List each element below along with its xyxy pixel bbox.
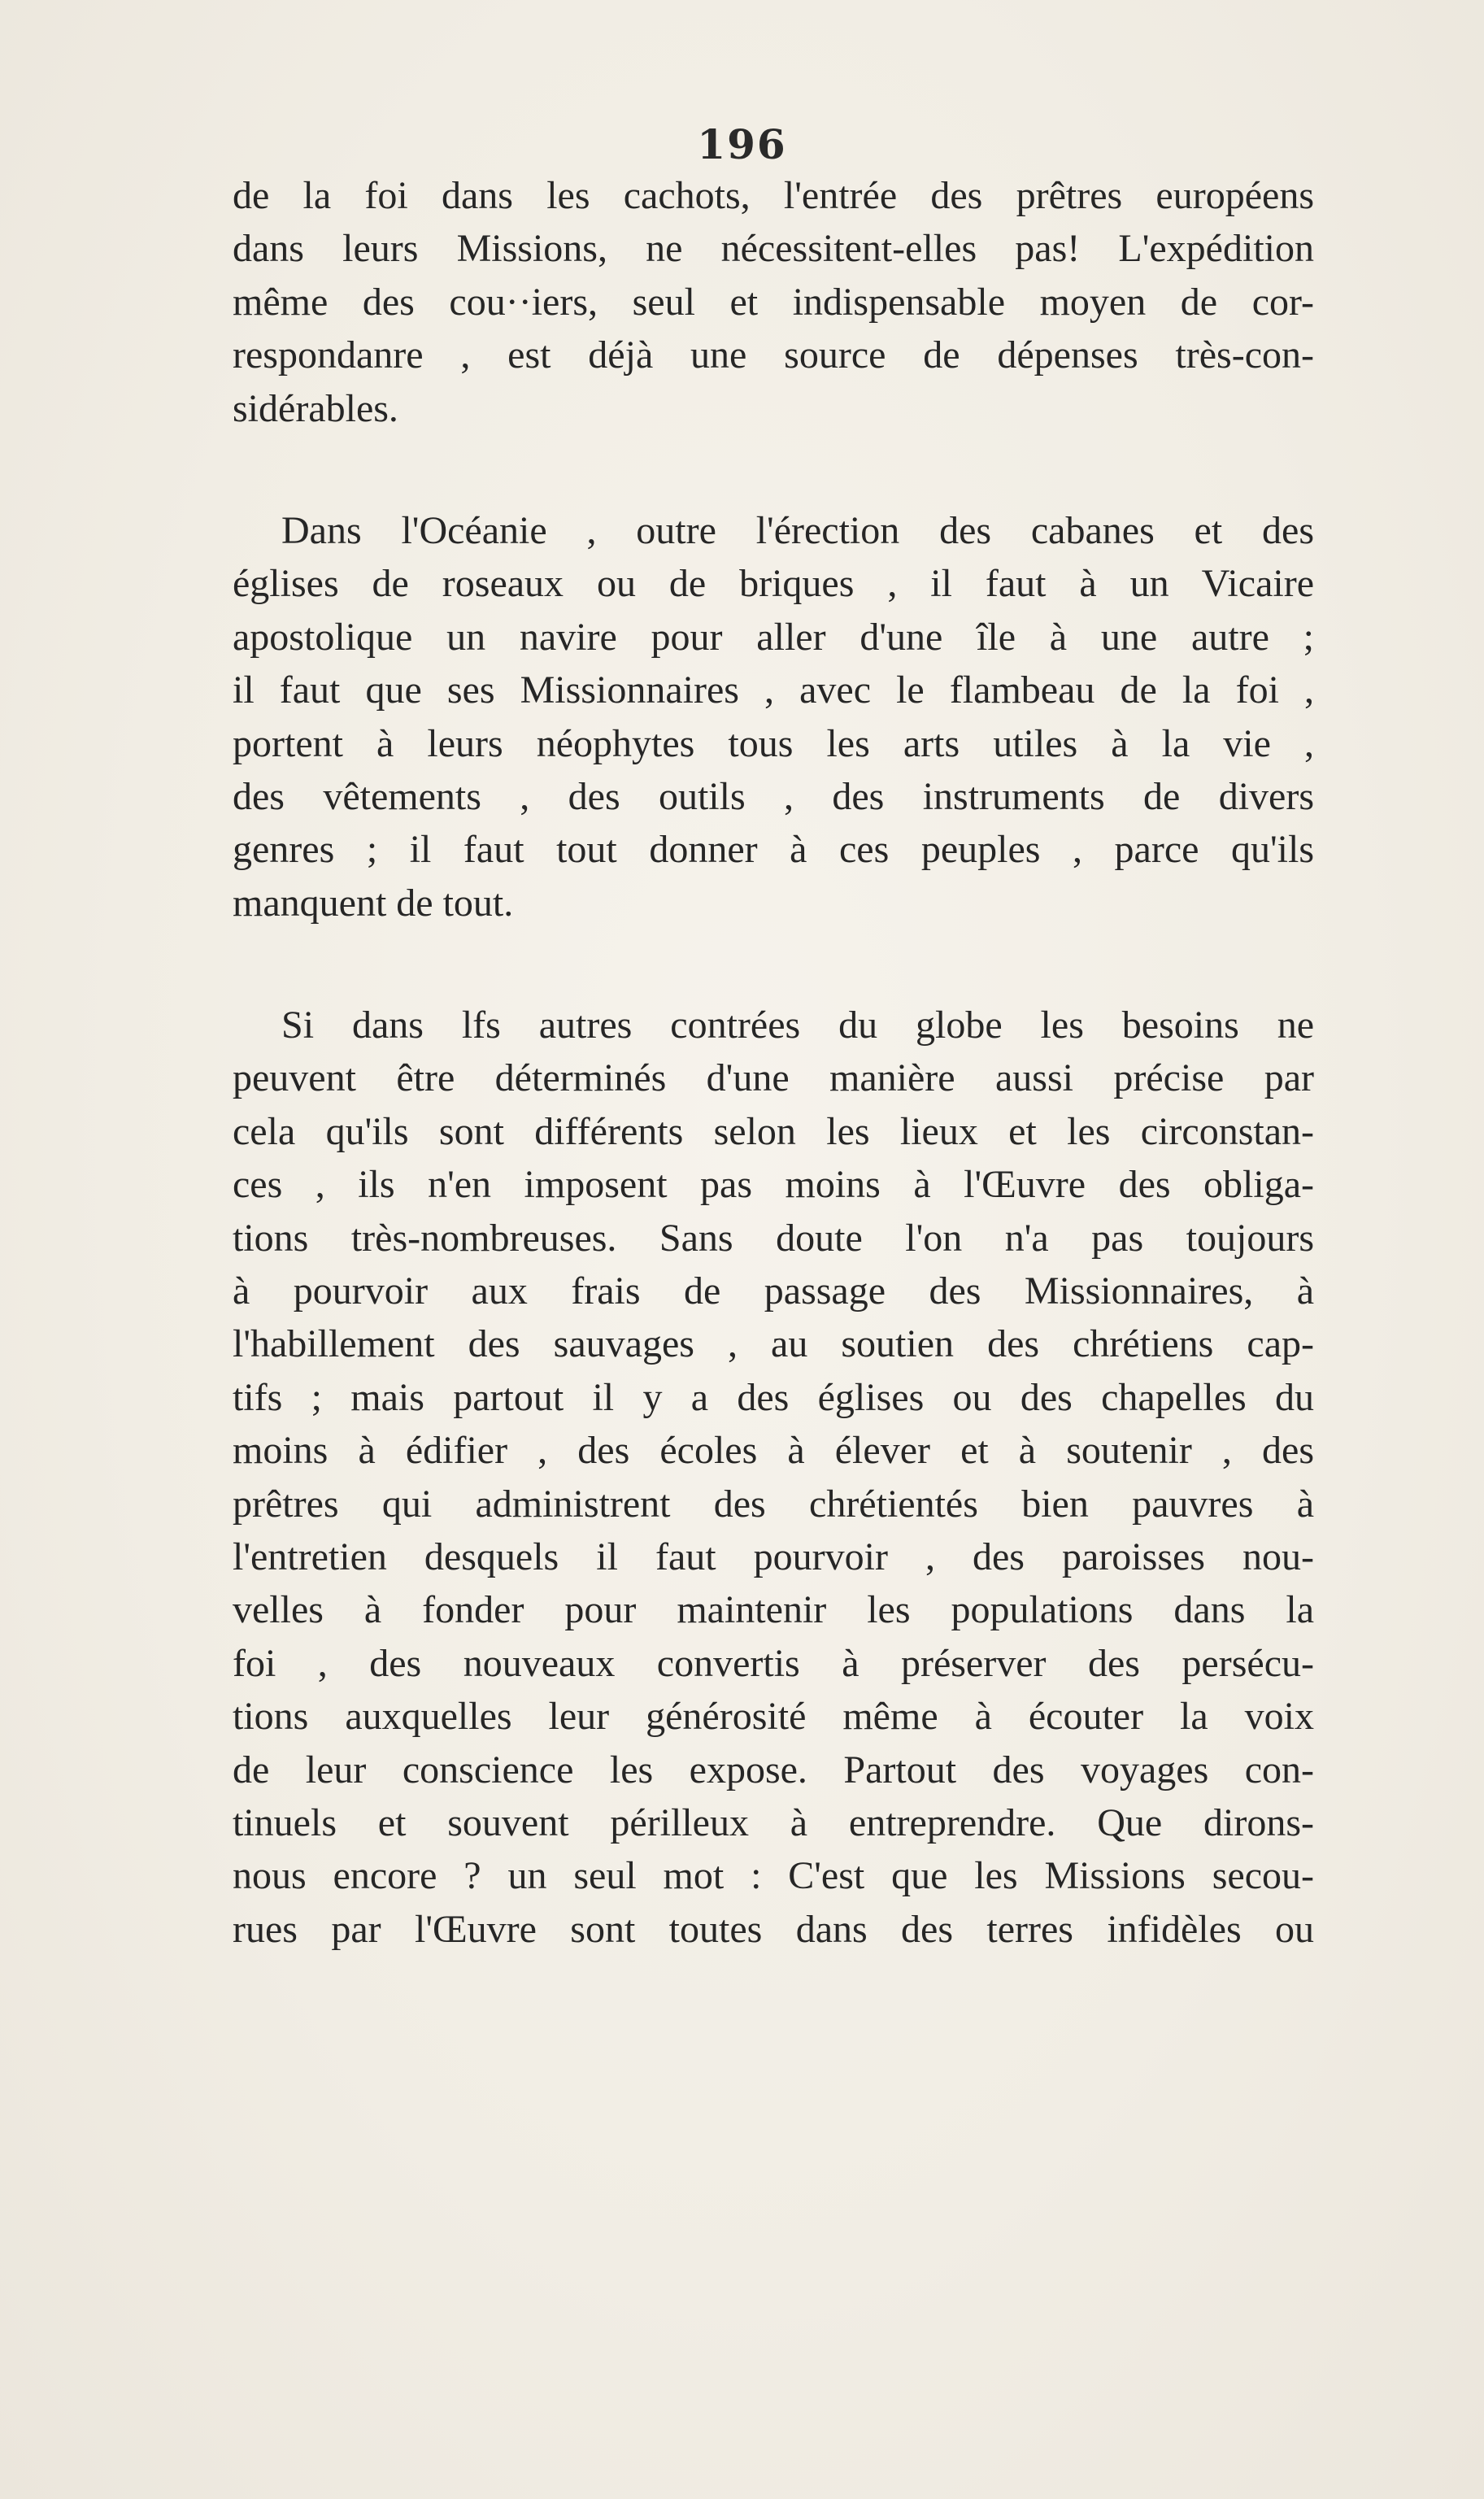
paragraph-gap — [233, 930, 1314, 999]
page-number: 196 — [697, 120, 787, 168]
text-line: manquent de tout. — [233, 881, 514, 925]
text-line: de la foi dans les cachots, l'entrée des prêtres européens — [233, 174, 1314, 217]
paragraph-1 — [233, 169, 1314, 435]
text-line: Dans l'Océanie , outre l'érection des cabanes et des — [281, 508, 1314, 552]
text-line: tifs ; mais partout il y a des églises ou des chapelles du — [233, 1375, 1314, 1419]
text-line: genres ; il faut tout donner à ces peuples , parce qu'ils — [233, 828, 1314, 872]
text-line: respondanre , est déjà une source de dépenses très-con- — [233, 333, 1314, 377]
text-line: Si dans lfs autres contrées du globe les besoins ne — [281, 1004, 1314, 1047]
text-line: foi , des nouveaux convertis à préserver des persécu- — [233, 1641, 1314, 1685]
text-line: nous encore ? un seul mot : C'est que les Missions secou- — [233, 1854, 1314, 1898]
text-line: moins à édifier , des écoles à élever et à soutenir , des — [233, 1429, 1314, 1473]
text-line: églises de roseaux ou de briques , il faut à un Vicaire — [233, 562, 1314, 606]
text-line: rues par l'Œuvre sont toutes dans des terres infidèles ou — [233, 1907, 1314, 1951]
text-line: dans leurs Missions, ne nécessitent-elles pas! L'expédition — [233, 227, 1314, 271]
body-text — [233, 169, 1314, 1956]
text-line: ces , ils n'en imposent pas moins à l'Œuvre des obliga- — [233, 1163, 1314, 1207]
paragraph-3 — [233, 999, 1314, 1956]
text-line: à pourvoir aux frais de passage des Missionnaires, à — [233, 1269, 1314, 1313]
text-line: l'entretien desquels il faut pourvoir , des paroisses nou- — [233, 1535, 1314, 1578]
text-line: même des cou··iers, seul et indispensable moyen de cor- — [233, 280, 1314, 324]
text-line: prêtres qui administrent des chrétientés bien pauvres à — [233, 1482, 1314, 1526]
text-line: l'habillement des sauvages , au soutien des chrétiens cap- — [233, 1322, 1314, 1366]
text-line: des vêtements , des outils , des instruments de divers — [233, 774, 1314, 818]
text-line: il faut que ses Missionnaires , avec le flambeau de la foi , — [233, 668, 1314, 712]
paragraph-2 — [233, 504, 1314, 930]
paragraph-gap — [233, 435, 1314, 504]
text-line: cela qu'ils sont différents selon les lieux et les circonstan- — [233, 1109, 1314, 1153]
text-line: portent à leurs néophytes tous les arts utiles à la vie , — [233, 721, 1314, 765]
text-line: sidérables. — [233, 386, 398, 430]
text-line: tions très-nombreuses. Sans doute l'on n'a pas toujours — [233, 1216, 1314, 1260]
text-line: velles à fonder pour maintenir les populations dans la — [233, 1588, 1314, 1632]
text-line: tinuels et souvent périlleux à entreprendre. Que dirons- — [233, 1800, 1314, 1844]
text-line: tions auxquelles leur générosité même à écouter la voix — [233, 1695, 1314, 1739]
text-line: peuvent être déterminés d'une manière aussi précise par — [233, 1056, 1314, 1100]
text-line: apostolique un navire pour aller d'une île à une autre ; — [233, 615, 1314, 659]
text-line: de leur conscience les expose. Partout des voyages con- — [233, 1748, 1314, 1792]
